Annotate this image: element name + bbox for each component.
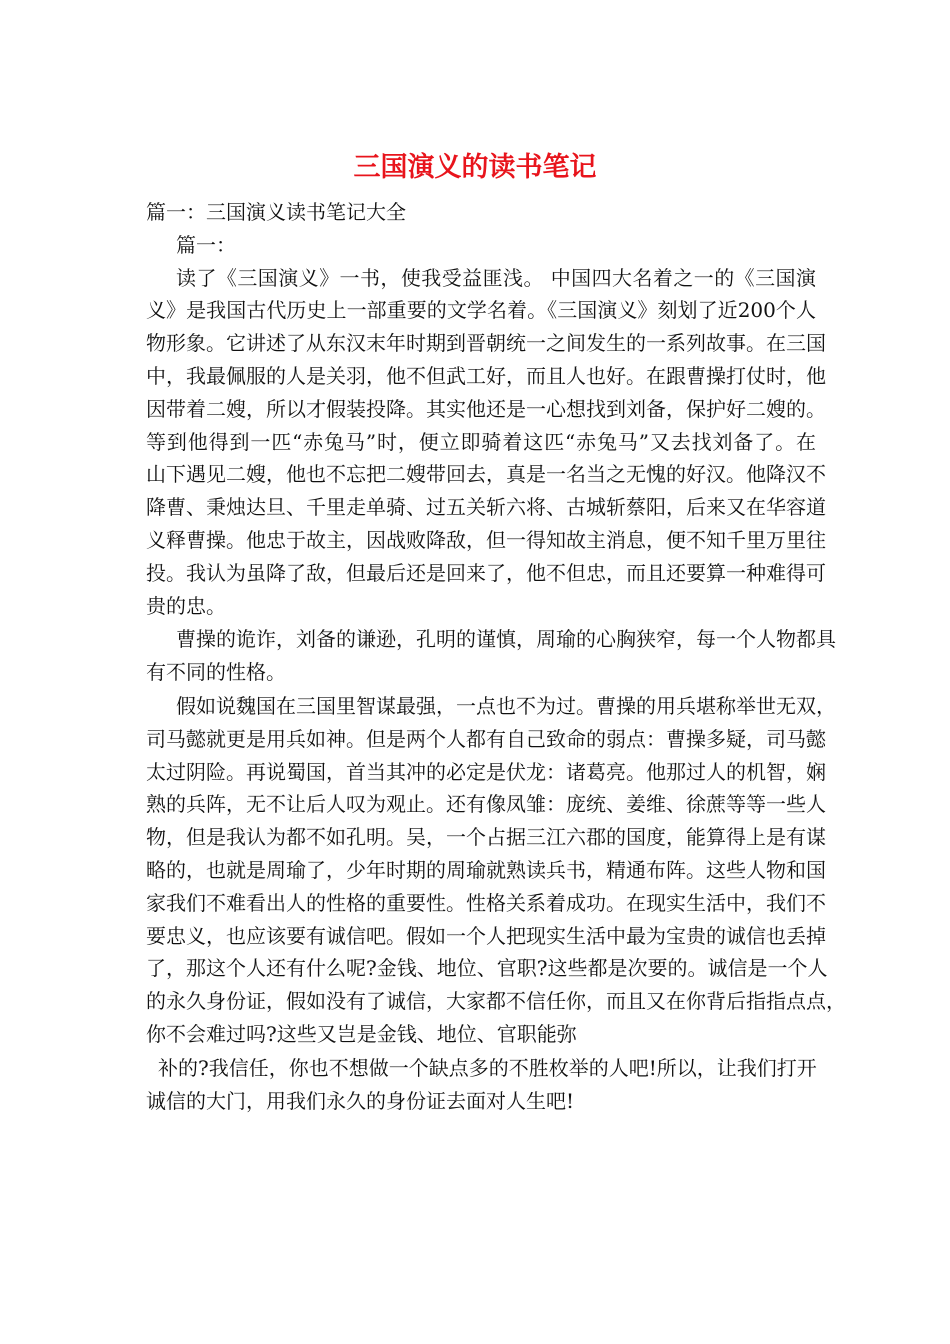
paragraph-2 xyxy=(146,623,836,689)
paragraph-line: 诚信的大门，用我们永久的身份证去面对人生吧! xyxy=(146,1088,575,1113)
paragraph-line: 中，我最佩服的人是关羽，他不但武工好，而且人也好。在跟曹操打仗时，他 xyxy=(146,363,826,388)
paragraph-line: 读了《三国演义》一书，使我受益匪浅。 中国四大名着之一的《三国演 xyxy=(176,265,816,290)
paragraph-line: 的永久身份证，假如没有了诚信，大家都不信任你，而且又在你背后指指点点， xyxy=(146,989,846,1014)
paragraph-1 xyxy=(146,262,826,623)
paragraph-line: 物形象。它讲述了从东汉末年时期到晋朝统一之间发生的一系列故事。在三国 xyxy=(146,331,826,356)
paragraph-line: 山下遇见二嫂，他也不忘把二嫂带回去，真是一名当之无愧的好汉。他降汉不 xyxy=(146,462,826,487)
paragraph-line: 要忠义，也应该要有诚信吧。假如一个人把现实生活中最为宝贵的诚信也丢掉 xyxy=(146,923,826,948)
paragraph-line: 熟的兵阵，无不让后人叹为观止。还有像凤雏：庞统、姜维、徐蔗等等一些人 xyxy=(146,792,826,817)
paragraph-line: 因带着二嫂，所以才假装投降。其实他还是一心想找到刘备，保护好二嫂的。 xyxy=(146,396,826,421)
paragraph-4 xyxy=(146,1052,816,1118)
paragraph-line: 司马懿就更是用兵如神。但是两个人都有自己致命的弱点：曹操多疑，司马懿 xyxy=(146,726,826,751)
paragraph-line: 你不会难过吗?这些又岂是金钱、地位、官职能弥 xyxy=(146,1021,577,1046)
paragraph-line: 假如说魏国在三国里智谋最强，一点也不为过。曹操的用兵堪称举世无双， xyxy=(176,693,836,718)
paragraph-3 xyxy=(146,690,846,1051)
paragraph-line: 有不同的性格。 xyxy=(146,660,286,685)
paragraph-line: 贵的忠。 xyxy=(146,593,226,618)
paragraph-line: 太过阴险。再说蜀国，首当其冲的必定是伏龙：诸葛亮。他那过人的机智，娴 xyxy=(146,759,826,784)
paragraph-line: 物，但是我认为都不如孔明。吴，一个占据三江六郡的国度，能算得上是有谋 xyxy=(146,825,826,850)
paragraph-line: 义》是我国古代历史上一部重要的文学名着。《三国演义》刻划了近200个人 xyxy=(146,298,816,323)
paragraph-line: 略的，也就是周瑜了，少年时期的周瑜就熟读兵书，精通布阵。这些人物和国 xyxy=(146,857,826,882)
section-heading: 篇一：三国演义读书笔记大全 xyxy=(146,200,406,224)
paragraph-line: 补的?我信任，你也不想做一个缺点多的不胜枚举的人吧!所以，让我们打开 xyxy=(158,1055,817,1080)
paragraph-line: 义释曹操。他忠于故主，因战败降敌，但一得知故主消息，便不知千里万里往 xyxy=(146,527,826,552)
paragraph-line: 降曹、秉烛达旦、千里走单骑、过五关斩六将、古城斩蔡阳，后来又在华容道 xyxy=(146,495,826,520)
paragraph-line: 等到他得到一匹“赤兔马”时，便立即骑着这匹“赤兔马”又去找刘备了。在 xyxy=(146,429,816,454)
paragraph-line: 投。我认为虽降了敌，但最后还是回来了，他不但忠，而且还要算一种难得可 xyxy=(146,560,826,585)
sub-heading: 篇一： xyxy=(176,232,236,257)
paragraph-line: 了，那这个人还有什么呢?金钱、地位、官职?这些都是次要的。诚信是一个人 xyxy=(146,956,828,981)
document-title: 三国演义的读书笔记 xyxy=(353,152,597,183)
document-body xyxy=(146,196,846,1117)
paragraph-line: 家我们不难看出人的性格的重要性。性格关系着成功。在现实生活中，我们不 xyxy=(146,890,826,915)
paragraph-line: 曹操的诡诈，刘备的谦逊，孔明的谨慎，周瑜的心胸狭窄，每一个人物都具 xyxy=(176,627,836,652)
